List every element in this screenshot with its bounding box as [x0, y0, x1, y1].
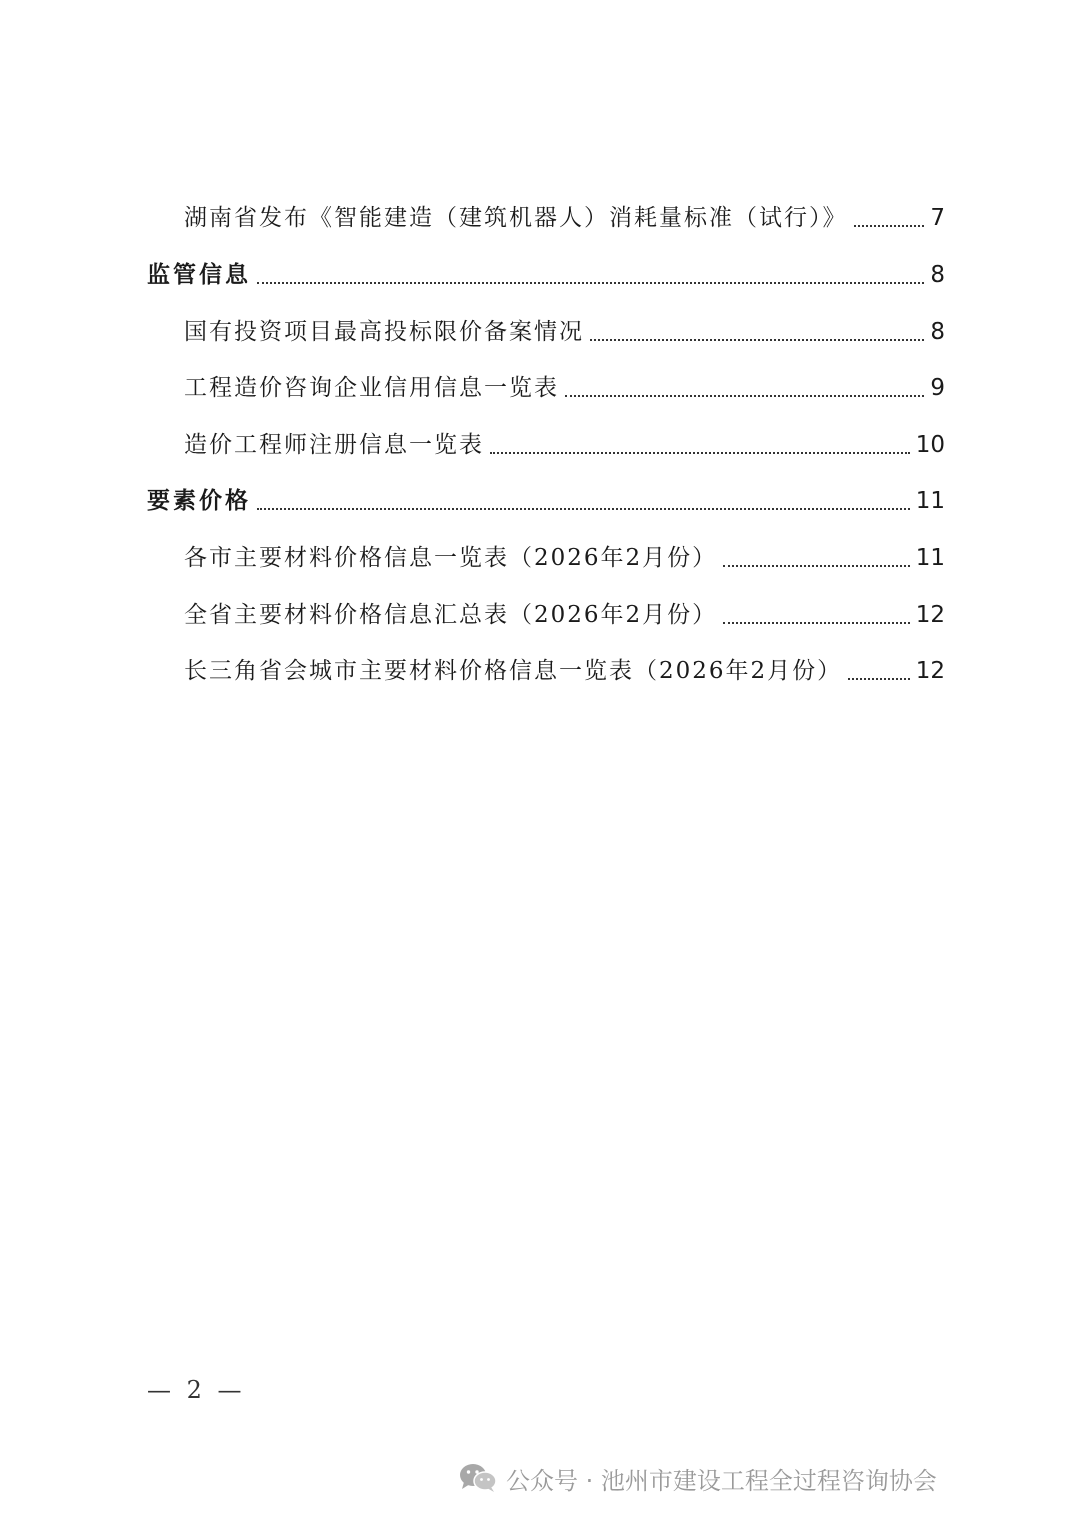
wechat-icon: [458, 1462, 498, 1494]
toc-entry[interactable]: [184, 538, 945, 578]
toc-entry[interactable]: [184, 368, 945, 408]
toc-leader-dots: [257, 508, 910, 510]
toc-leader-dots: [257, 282, 924, 284]
watermark-text: 公众号 · 池州市建设工程全过程咨询协会: [506, 1466, 937, 1495]
toc-leader-dots: [590, 339, 924, 341]
toc-section-page: 8: [930, 262, 945, 288]
toc-section-title: 要素价格: [147, 487, 251, 514]
toc-entry-page: 12: [915, 658, 945, 684]
toc-leader-dots: [723, 565, 910, 567]
toc-section[interactable]: [147, 255, 945, 295]
watermark: [458, 1458, 937, 1498]
toc-entry-page: 7: [930, 205, 945, 231]
toc-entry[interactable]: [184, 198, 945, 238]
toc-entry-title: 全省主要材料价格信息汇总表（2026年2月份）: [184, 602, 718, 628]
toc-entry-page: 12: [915, 602, 945, 628]
toc-entry-page: 9: [930, 375, 945, 401]
toc-leader-dots: [490, 452, 910, 454]
toc-section-title: 监管信息: [147, 261, 251, 288]
toc-entry[interactable]: [184, 312, 945, 352]
toc-entry[interactable]: [184, 425, 945, 465]
toc-entry-title: 国有投资项目最高投标限价备案情况: [184, 319, 584, 345]
toc-section[interactable]: [147, 481, 945, 521]
page-number: — 2 —: [147, 1376, 246, 1404]
toc-leader-dots: [854, 225, 925, 227]
toc-entry-page: 11: [915, 545, 945, 571]
toc-entry-title: 各市主要材料价格信息一览表（2026年2月份）: [184, 545, 718, 571]
toc-leader-dots: [848, 678, 910, 680]
toc-entry-title: 工程造价咨询企业信用信息一览表: [184, 375, 559, 401]
toc-section-page: 11: [915, 488, 945, 514]
toc-entry[interactable]: [184, 595, 945, 635]
toc-entry-title: 湖南省发布《智能建造（建筑机器人）消耗量标准（试行）》: [184, 205, 848, 231]
toc-entry-page: 8: [930, 319, 945, 345]
toc-entry-title: 长三角省会城市主要材料价格信息一览表（2026年2月份）: [184, 658, 843, 684]
toc-entry-title: 造价工程师注册信息一览表: [184, 432, 484, 458]
toc-leader-dots: [723, 622, 910, 624]
toc-entry[interactable]: [184, 651, 945, 691]
toc-leader-dots: [565, 395, 924, 397]
toc-entry-page: 10: [915, 432, 945, 458]
